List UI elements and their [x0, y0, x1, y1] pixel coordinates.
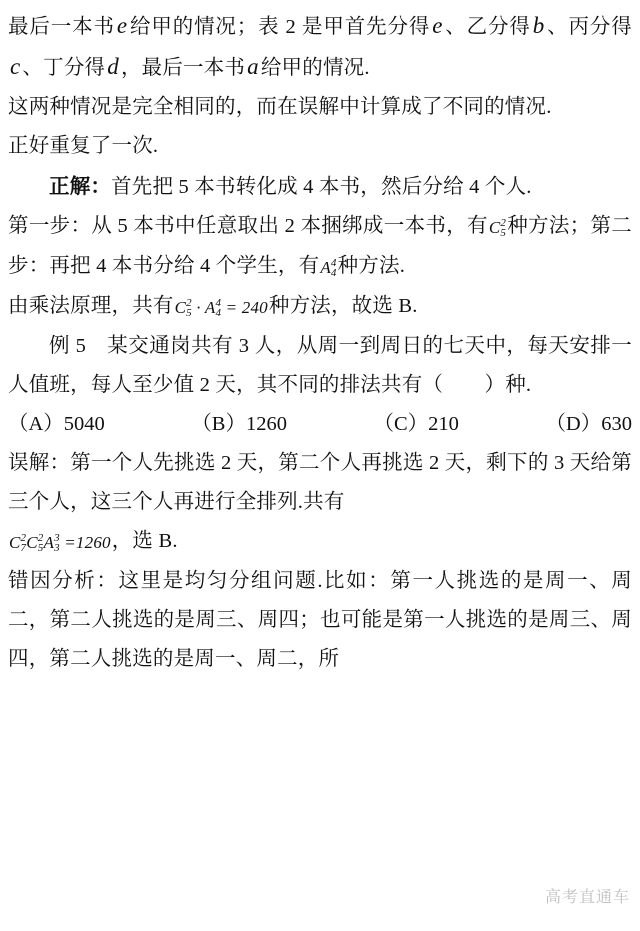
paragraph-wrong-solution-equation	[8, 522, 632, 562]
paragraph-wrong-solution	[8, 444, 632, 522]
multiplication-text-after: 种方法，故选 B.	[268, 295, 418, 317]
choice-a[interactable]: （A）5040	[8, 413, 105, 435]
math-d: d	[107, 54, 119, 79]
math-equation-240: C 2 5 · A 4 4 = 240	[174, 297, 268, 319]
choice-b[interactable]: （B）1260	[191, 413, 287, 435]
math-c: c	[10, 54, 21, 79]
math-e-2: e	[432, 13, 443, 38]
error-analysis-text: 这里是均匀分组问题.比如：第一人挑选的是周一、周二，第二人挑选的是周三、周四；也可能是第一人挑选的是周三、周四，第二人挑选的是周一、周二，所	[8, 570, 632, 670]
math-b: b	[532, 13, 545, 38]
text-fragment: 、丁分得	[22, 57, 106, 79]
math-e-1: e	[116, 13, 128, 38]
multiplication-text-before: 由乘法原理，共有	[8, 295, 174, 317]
text-fragment: 给甲的情况；表 2 是甲首先分得	[129, 16, 431, 38]
paragraph-3: 正好重复了一次.	[8, 135, 159, 157]
correct-solution-text: 首先把 5 本书转化成 4 本书，然后分给 4 个人.	[111, 176, 532, 198]
step-one-text-after2: 种方法.	[337, 255, 406, 277]
paragraph-correct-solution	[8, 168, 632, 207]
math-a: a	[247, 54, 259, 79]
watermark: 高考直通车	[544, 889, 630, 906]
text-fragment: 最后一本书	[8, 16, 115, 38]
text-fragment: 、丙分得	[546, 16, 632, 38]
answer-choices	[8, 405, 632, 444]
step-one-text-before: 第一步：从 5 本书中任意取出 2 本捆绑成一本书，有	[8, 215, 488, 237]
step-one-text-after: 种方法；第二步：再把 4 本书分给 4 个学生，有	[8, 215, 632, 277]
math-equation-1260: C 2 7 C 2 5 A 3 3 =1260	[9, 532, 111, 554]
paragraph-multiplication-principle	[8, 287, 632, 327]
text-fragment: ，最后一本书	[120, 57, 246, 79]
paragraph-step-one	[8, 207, 632, 287]
paragraph-example-5: 例 5 某交通岗共有 3 人，从周一到周日的七天中，每天安排一人值班，每人至少值 2 天，其不同的排法共有（ ）种.	[8, 335, 632, 396]
text-fragment: 、乙分得	[444, 16, 531, 38]
paragraph-2: 这两种情况是完全相同的，而在误解中计算成了不同的情况.	[8, 96, 552, 118]
math-combination-c52: C 2 5	[488, 217, 507, 239]
wrong-solution-text-after: ，选 B.	[111, 530, 178, 552]
choice-d[interactable]: （D）630	[545, 413, 632, 435]
text-fragment: 给甲的情况.	[260, 57, 370, 79]
correct-solution-label: 正解：	[49, 176, 112, 198]
choice-c[interactable]: （C）210	[373, 413, 459, 435]
wrong-solution-label: 误解：	[8, 452, 71, 474]
math-permutation-a44: A 4 4	[320, 257, 337, 279]
error-analysis-label: 错因分析：	[8, 570, 119, 592]
paragraph-1	[8, 6, 632, 88]
wrong-solution-text: 第一个人先挑选 2 天，第二个人再挑选 2 天，剩下的 3 天给第三个人，这三个人再进行全排列.共有	[8, 452, 632, 513]
paragraph-error-analysis	[8, 562, 632, 679]
